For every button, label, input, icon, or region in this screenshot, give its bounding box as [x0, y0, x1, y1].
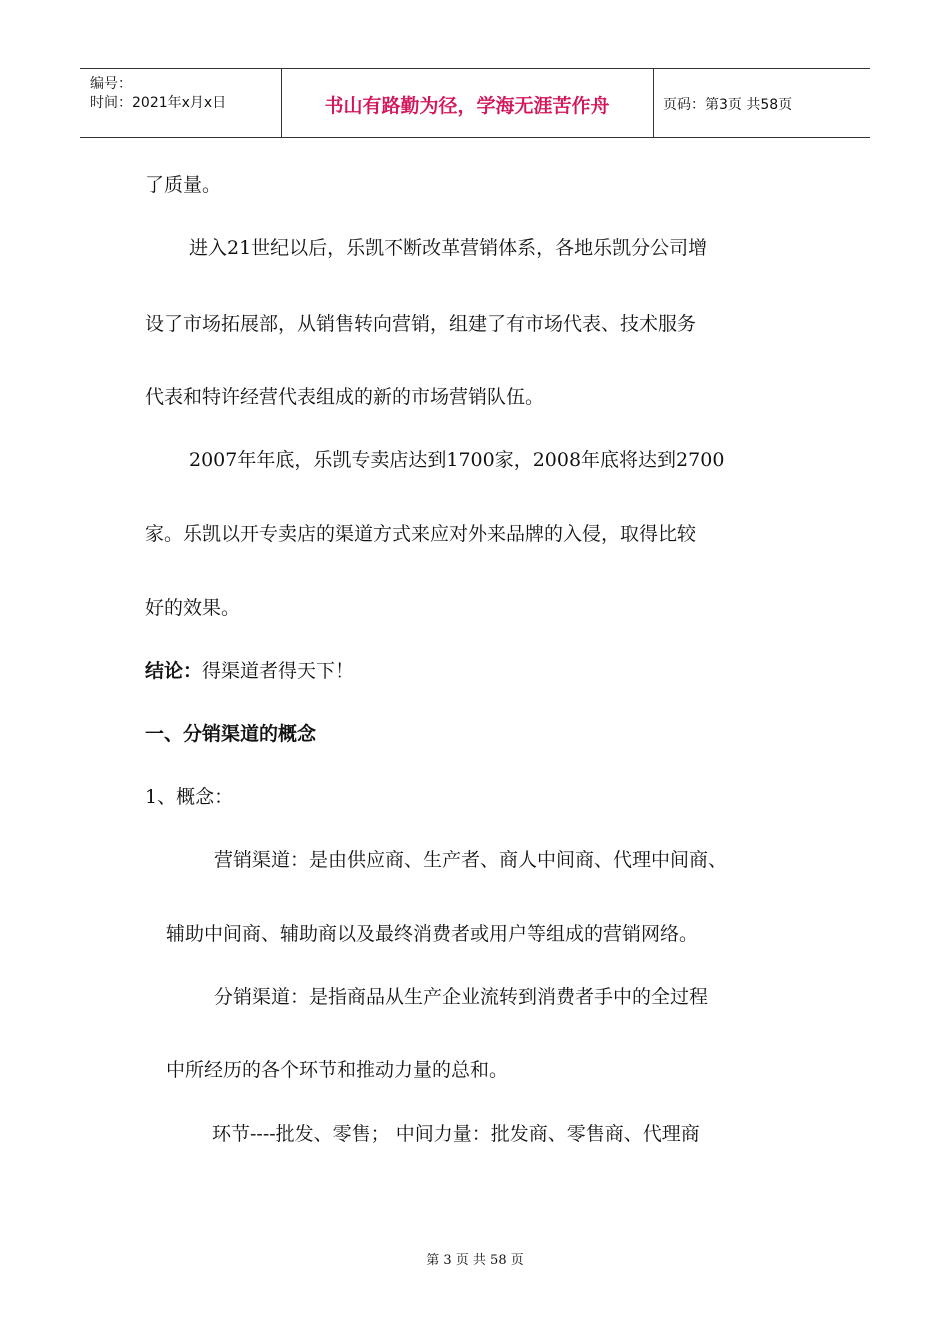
body-line-6: 家。乐凯以开专卖店的渠道方式来应对外来品牌的入侵，取得比较: [145, 523, 697, 545]
header-motto: 书山有路勤为径，学海无涯苦作舟: [324, 95, 610, 117]
body-line-12: 环节----批发、零售； 中间力量：批发商、零售商、代理商: [212, 1123, 700, 1145]
header-page-cell: [653, 69, 870, 137]
body-line-10: 分销渠道：是指商品从生产企业流转到消费者手中的全过程: [214, 986, 709, 1008]
header-page-label: 页码：第3页 共58页: [663, 97, 793, 113]
body-line-11: 中所经历的各个环节和推动力量的总和。: [166, 1059, 509, 1081]
body-line-4: 代表和特许经营代表组成的新的市场营销队伍。: [145, 386, 545, 408]
section-heading: 一、分销渠道的概念: [145, 723, 317, 745]
body-line-3: 设了市场拓展部，从销售转向营销，组建了有市场代表、技术服务: [145, 313, 697, 335]
body-line-5: 2007年年底，乐凯专卖店达到1700家，2008年底将达到2700: [189, 449, 725, 471]
header-motto-cell: [281, 69, 654, 137]
page-header: [80, 68, 870, 138]
document-time-label: 时间：2021年x月x日: [90, 95, 227, 111]
header-info-cell: [80, 69, 282, 137]
body-line-2: 进入21世纪以后，乐凯不断改革营销体系，各地乐凯分公司增: [189, 237, 708, 259]
document-number-label: 编号：: [90, 76, 132, 92]
conclusion: [145, 659, 354, 683]
sub-heading: 1、概念：: [145, 786, 234, 808]
body-line-1: 了质量。: [145, 174, 222, 196]
conclusion-text: 得渠道者得天下！: [202, 660, 355, 682]
conclusion-label: 结论：: [145, 660, 203, 682]
body-line-8: 营销渠道：是由供应商、生产者、商人中间商、代理中间商、: [214, 849, 728, 871]
body-line-7: 好的效果。: [145, 597, 241, 619]
body-line-9: 辅助中间商、辅助商以及最终消费者或用户等组成的营销网络。: [166, 923, 699, 945]
page-footer: 第 3 页 共 58 页: [426, 1253, 524, 1268]
